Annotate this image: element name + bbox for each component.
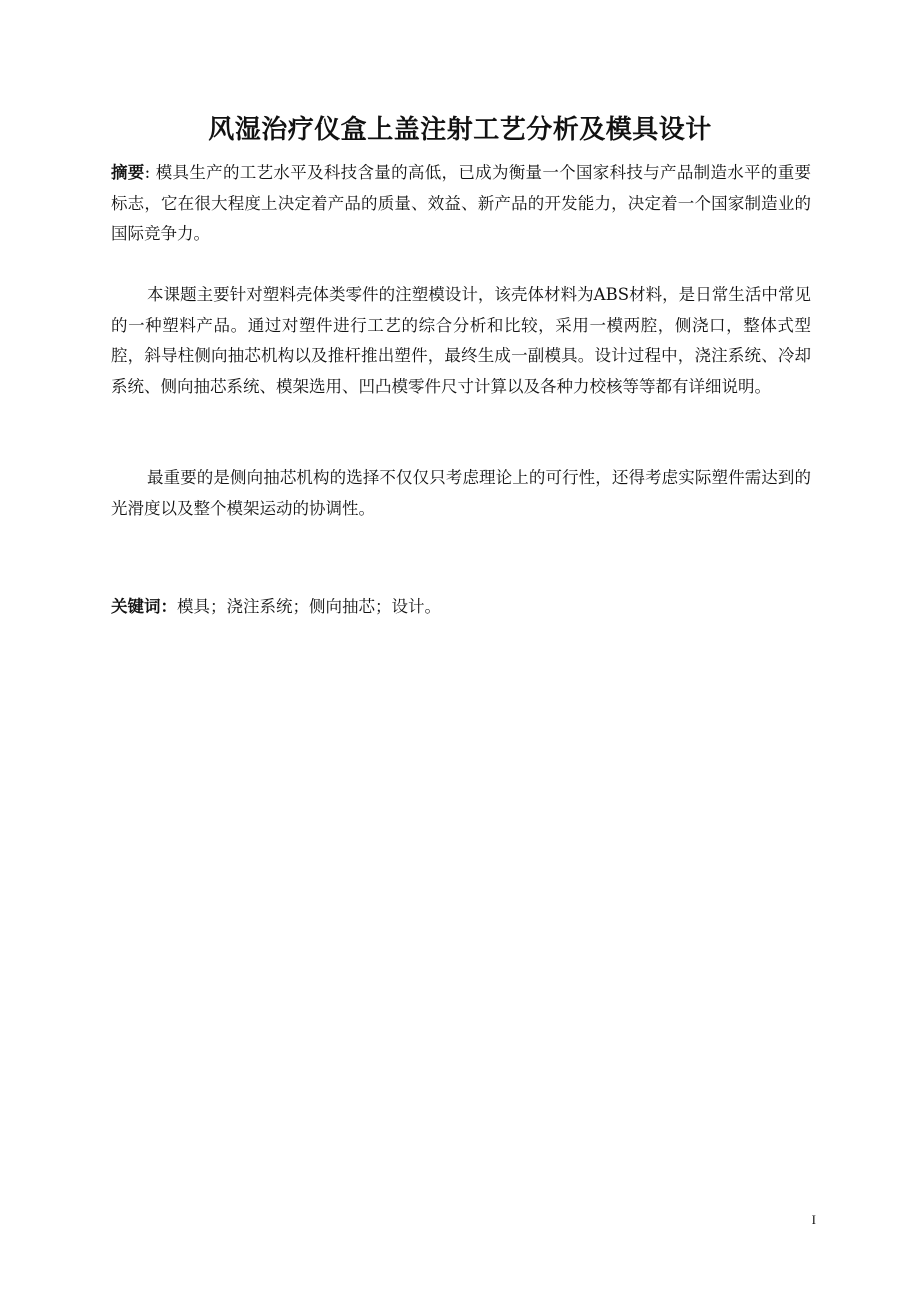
abstract-colon: : [144,163,156,182]
abstract-paragraph [111,158,811,250]
abstract-text: 模具生产的工艺水平及科技含量的高低，已成为衡量一个国家科技与产品制造水平的重要标志，它在很大程度上决定着产品的质量、效益、新产品的开发能力，决定着一个国家制造业的国际竞争力。 [111,163,812,243]
keywords-label: 关键词： [111,597,177,616]
abstract-label: 摘要 [111,163,145,182]
abstract-paragraph-2: 本课题主要针对塑料壳体类零件的注塑模设计，该壳体材料为ABS材料，是日常生活中常见的一种塑料产品。通过对塑件进行工艺的综合分析和比较，采用一模两腔，侧浇口，整体式型腔，斜导柱侧向抽芯机构以及推杆推出塑件，最终生成一副模具。设计过程中，浇注系统、冷却系统、侧向抽芯系统、模架选用、凹凸模零件尺寸计算以及各种力校核等等都有详细说明。 [111,285,811,396]
keywords-line [111,592,811,623]
keywords-text: 模具；浇注系统；侧向抽芯；设计。 [177,597,441,616]
page-number: I [811,1212,816,1227]
document-title: 风湿治疗仪盒上盖注射工艺分析及模具设计 [208,115,712,145]
abstract-paragraph-3: 最重要的是侧向抽芯机构的选择不仅仅只考虑理论上的可行性，还得考虑实际塑件需达到的光滑度以及整个模架运动的协调性。 [111,468,811,518]
